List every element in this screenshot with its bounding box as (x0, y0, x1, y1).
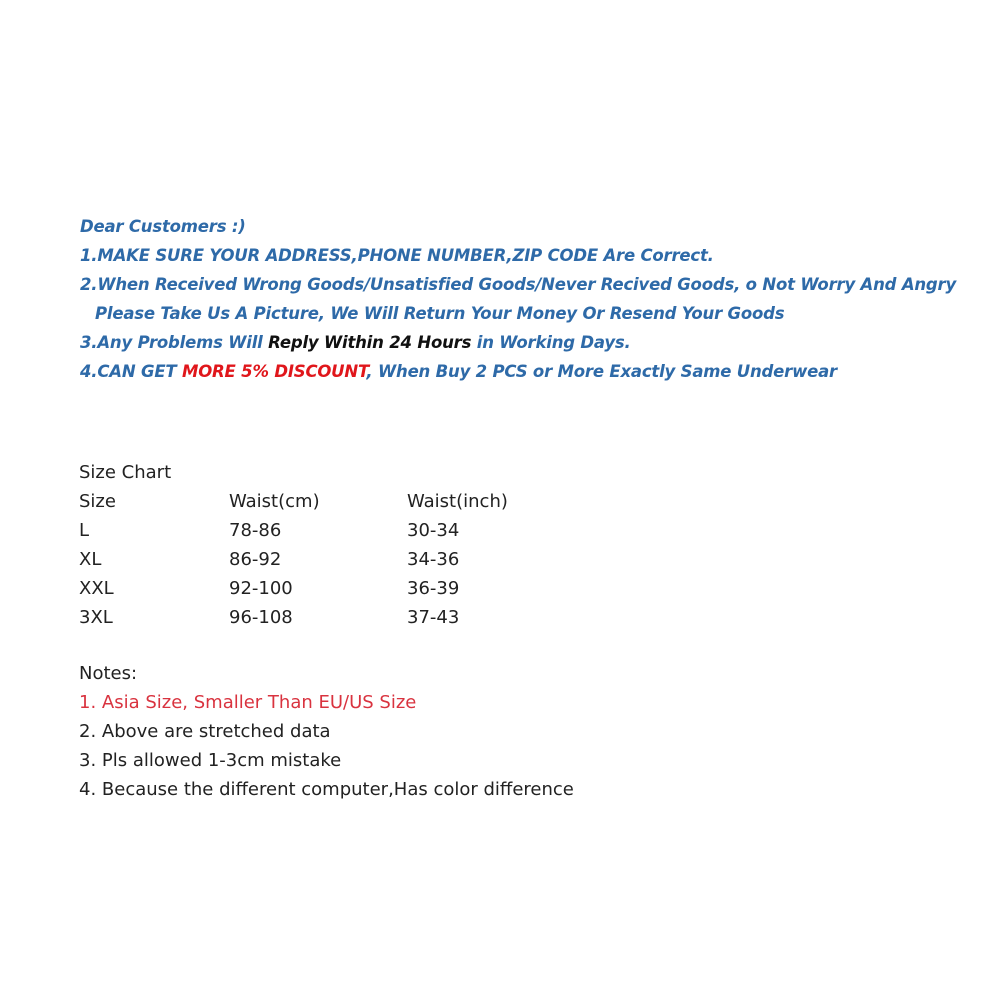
table-row (79, 516, 567, 545)
notice-item-2-line-2: Please Take Us A Picture, We Will Return Your Money Or Resend Your Goods (95, 304, 785, 323)
waist-inch-cell: 34-36 (407, 549, 460, 570)
size-cell: L (79, 520, 90, 541)
waist-cm-cell: 96-108 (229, 607, 293, 628)
waist-inch-cell: 37-43 (407, 607, 460, 628)
notice-item-3-suffix: in Working Days. (471, 333, 631, 352)
table-row (79, 603, 567, 632)
header-size: Size (79, 491, 116, 512)
size-cell: 3XL (79, 607, 113, 628)
notice-item-4 (80, 357, 980, 386)
size-chart-title: Size Chart (79, 462, 172, 483)
notice-item-4-prefix: 4.CAN GET (80, 362, 182, 381)
table-row (79, 545, 567, 574)
notice-item-3-highlight: Reply Within 24 Hours (268, 333, 472, 352)
note-item-mistake: 3. Pls allowed 1-3cm mistake (79, 750, 342, 771)
header-waist-cm: Waist(cm) (229, 491, 320, 512)
notice-item-4-suffix: , When Buy 2 PCS or More Exactly Same Underwear (366, 362, 837, 381)
notice-item-3-prefix: 3.Any Problems Will (80, 333, 269, 352)
notice-item-1: 1.MAKE SURE YOUR ADDRESS,PHONE NUMBER,ZIP CODE Are Correct. (80, 246, 714, 265)
waist-cm-cell: 86-92 (229, 549, 282, 570)
notice-greeting: Dear Customers :) (80, 217, 246, 236)
notice-item-2-line-1: 2.When Received Wrong Goods/Unsatisfied Goods/Never Recived Goods, o Not Worry And Angry (80, 275, 957, 294)
waist-inch-cell: 36-39 (407, 578, 460, 599)
notes-title: Notes: (79, 663, 138, 684)
notice-item-3 (80, 328, 980, 357)
note-item-stretched-data: 2. Above are stretched data (79, 721, 331, 742)
size-cell: XXL (79, 578, 114, 599)
note-item-color-difference: 4. Because the different computer,Has color difference (79, 779, 574, 800)
size-cell: XL (79, 549, 102, 570)
header-waist-inch: Waist(inch) (407, 491, 508, 512)
waist-cm-cell: 78-86 (229, 520, 282, 541)
discount-highlight: MORE 5% DISCOUNT (182, 362, 367, 381)
size-chart (79, 458, 567, 632)
waist-inch-cell: 30-34 (407, 520, 460, 541)
table-row (79, 574, 567, 603)
customer-notice (80, 212, 980, 386)
size-chart-header-row (79, 487, 567, 516)
notes-section (79, 659, 574, 804)
waist-cm-cell: 92-100 (229, 578, 293, 599)
note-item-asia-size: 1. Asia Size, Smaller Than EU/US Size (79, 692, 417, 713)
